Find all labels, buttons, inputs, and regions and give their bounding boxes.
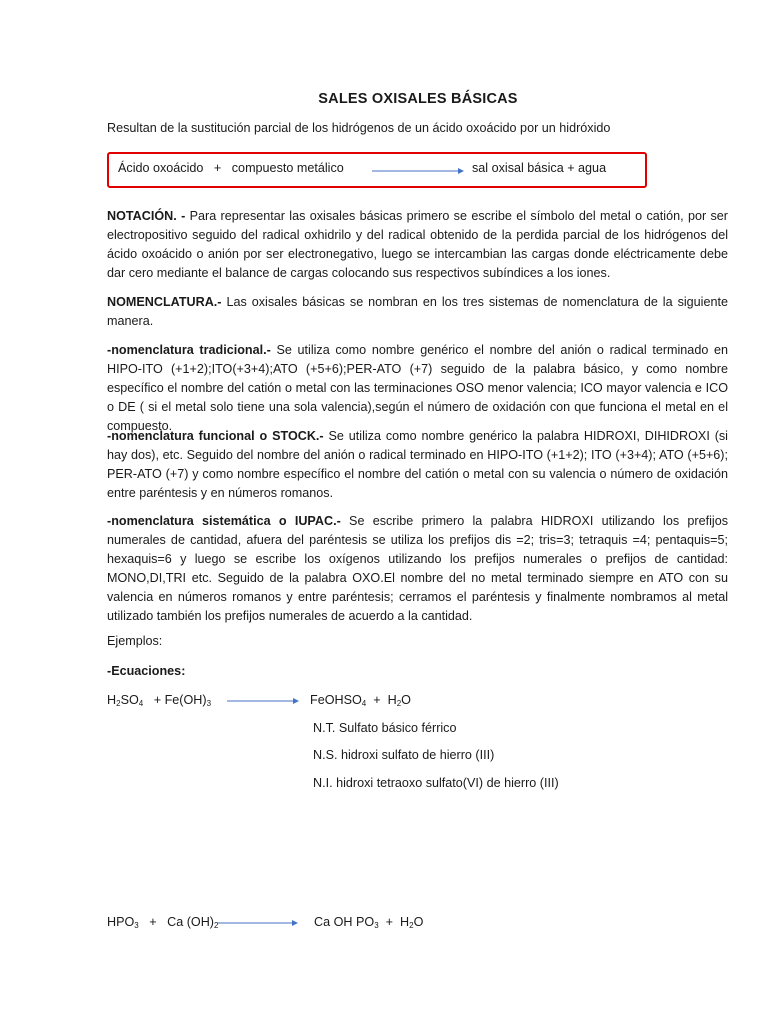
equation2-products: Ca OH $PO_3 + H_2O$ (314, 915, 424, 930)
intro-text: Resultan de la sustitución parcial de los hidrógenos de un ácido oxoácido por un hidróxido (107, 121, 611, 135)
arrow-right-icon (372, 167, 464, 175)
tradicional-text: Se utiliza como nombre genérico el nombre del anión o radical terminado en HIPO-ITO (+1+2);ITO(+3+4);ATO (+5+6);PER-ATO (+7) seguido de la palabra básico, y como nombre específico el nombre del catión o metal con las terminaciones OSO menor valencia; ICO mayor valencia e ICO o DE ( si el metal solo tiene una sola valencia),según el número de oxidación con que funciona el metal en el compuesto. (107, 343, 728, 433)
notacion-paragraph (107, 207, 728, 283)
funcional-paragraph (107, 427, 728, 503)
arrow-right-icon (218, 919, 298, 927)
arrow-right-icon (227, 697, 299, 705)
nomenclatura-paragraph (107, 293, 728, 331)
reaction-reactants: Ácido oxoácido + compuesto metálico (118, 161, 344, 175)
sistematica-heading: -nomenclatura sistemática o IUPAC.- (107, 514, 341, 528)
equation1-reactants: $H_2SO_4$ + $Fe(OH)_3$ (107, 693, 212, 708)
ejemplos-label: Ejemplos: (107, 634, 163, 648)
notacion-text: Para representar las oxisales básicas primero se escribe el símbolo del metal o catión, por ser electropositivo seguido del radical oxhidrilo y del radical obtenido de la perdida parcial de los hidrógenos del ácido oxoácido o anión por ser electronegativo, luego se intercambian las cargas donde eléctricamente debe dar cero mediante el balance de cargas colocando sus respectivos subíndices a los iones. (107, 209, 728, 280)
nomenclatura-text: Las oxisales básicas se nombran en los tres sistemas de nomenclatura de la siguiente manera. (107, 295, 728, 328)
notacion-heading: NOTACIÓN. - (107, 209, 186, 223)
reaction-box (107, 152, 647, 188)
equation1-name-stock: N.S. hidroxi sulfato de hierro (III) (313, 748, 495, 762)
sistematica-paragraph (107, 512, 728, 626)
funcional-text: Se utiliza como nombre genérico la palabra HIDROXI, DIHIDROXI (si hay dos), etc. Seguido del nombre del anión o radical terminado en HIPO-ITO (+1+2); ITO (+3+4); ATO (+5+6); PER-ATO (+7) y como nombre específico el nombre del catión o metal con su valencia o número de oxidación entre paréntesis y en números romanos. (107, 429, 728, 500)
equation1-name-iupac: N.I. hidroxi tetraoxo sulfato(VI) de hierro (III) (313, 776, 559, 790)
tradicional-paragraph (107, 341, 728, 436)
reaction-products: sal oxisal básica + agua (472, 161, 607, 175)
equation1-products: FeOHSO$_4$ + $H_2O$ (310, 693, 411, 708)
equation1-name-tradicional: N.T. Sulfato básico férrico (313, 721, 457, 735)
page-title: SALES OXISALES BÁSICAS (318, 91, 518, 107)
equation2-reactants: $HPO_3$ + Ca $(OH)_2$ (107, 915, 219, 930)
tradicional-heading: -nomenclatura tradicional.- (107, 343, 271, 357)
nomenclatura-heading: NOMENCLATURA.- (107, 295, 222, 309)
sistematica-text: Se escribe primero la palabra HIDROXI utilizando los prefijos numerales de cantidad, afuera del paréntesis se utiliza los prefijos dis =2; tris=3; tetraquis =4; pentaquis=5; hexaquis=6 y luego se escribe los oxígenos utilizando los prefijos numerales o prefijos de cantidad: MONO,DI,TRI etc. Seguido de la palabra OXO.El nombre del no metal terminado siempre en ATO con su valencia en números romanos y entre paréntesis; cerramos el paréntesis y finalmente nombramos al metal utilizado también los prefijos numerales de acuerdo a la cantidad. (107, 514, 728, 623)
ecuaciones-label: -Ecuaciones: (107, 664, 186, 678)
funcional-heading: -nomenclatura funcional o STOCK.- (107, 429, 324, 443)
